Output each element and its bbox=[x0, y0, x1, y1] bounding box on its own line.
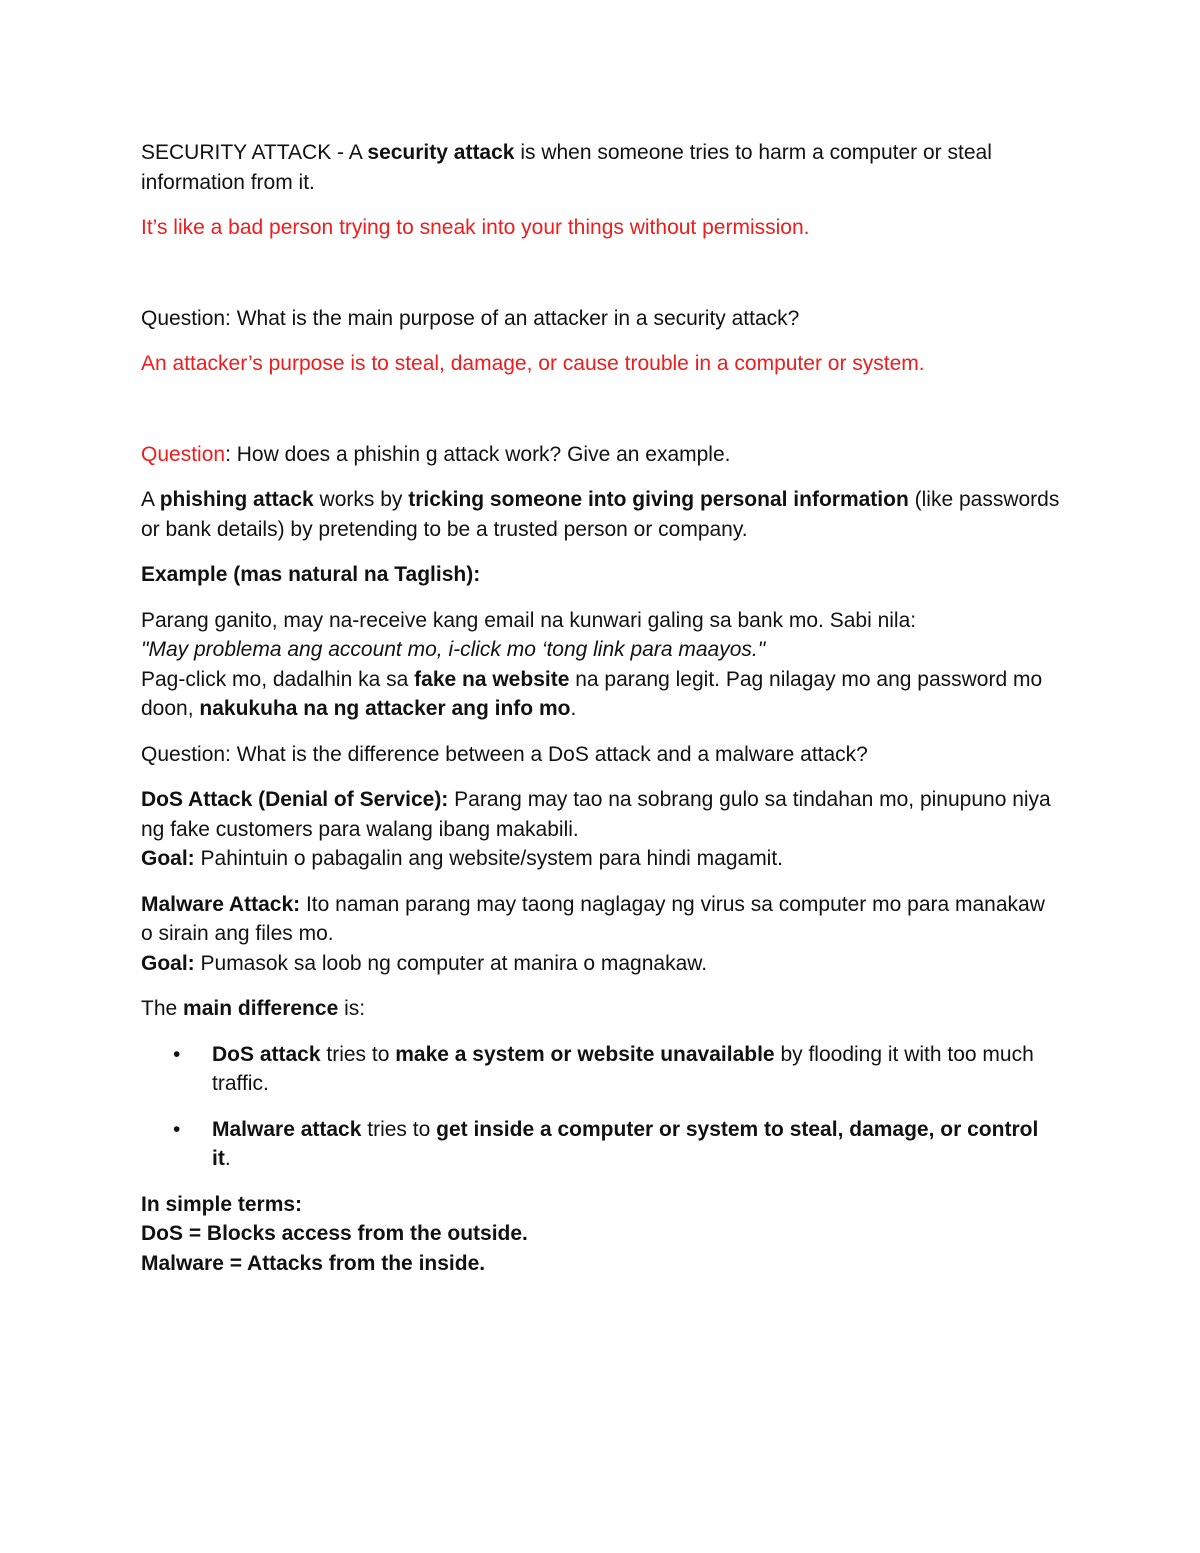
list-item: • Malware attack tries to get inside a computer or system to steal, damage, or control it. bbox=[141, 1115, 1061, 1174]
document-page bbox=[141, 138, 1061, 1278]
answer-phishing: A phishing attack works by tricking someone into giving personal information (like passwords or bank details) by pretending to be a trusted person or company. bbox=[141, 488, 1060, 541]
difference-list bbox=[141, 1040, 1061, 1174]
analogy-paragraph: It’s like a bad person trying to sneak into your things without permission. bbox=[141, 216, 810, 239]
bullet-icon: • bbox=[173, 1042, 181, 1066]
list-item: • DoS attack tries to make a system or website unavailable by flooding it with too much traffic. bbox=[141, 1040, 1061, 1099]
example-line-1: Parang ganito, may na-receive kang email na kunwari galing sa bank mo. Sabi nila: bbox=[141, 608, 917, 632]
malware-paragraph: Malware Attack: Ito naman parang may taong naglagay ng virus sa computer mo para manakaw o sirain ang files mo. Goal: Pumasok sa loob ng computer at manira o magnakaw. bbox=[141, 892, 1045, 975]
example-quote: "May problema ang account mo, i-click mo ‘tong link para maayos." bbox=[141, 638, 766, 661]
question-difference: Question: What is the difference between a DoS attack and a malware attack? bbox=[141, 742, 868, 766]
example-paragraph: Parang ganito, may na-receive kang email na kunwari galing sa bank mo. Sabi nila: "May problema ang account mo, i-click mo ‘tong link para maayos." Pag-click mo, dadalhin ka sa fake na website na parang legit. Pag nilagay mo ang password mo doon, nakukuha na ng attacker ang info mo. bbox=[141, 608, 1043, 720]
bullet-icon: • bbox=[173, 1117, 181, 1141]
main-difference-intro: The main difference is: bbox=[141, 997, 366, 1020]
definition-paragraph: SECURITY ATTACK - A security attack is when someone tries to harm a computer or steal information from it. bbox=[141, 141, 992, 194]
question-phishing: Question: How does a phishin g attack work? Give an example. bbox=[141, 442, 731, 466]
dos-paragraph: DoS Attack (Denial of Service): Parang may tao na sobrang gulo sa tindahan mo, pinupuno niya ng fake customers para walang ibang makabili. Goal: Pahintuin o pabagalin ang website/system para hindi magamit. bbox=[141, 788, 1051, 870]
example-heading: Example (mas natural na Taglish): bbox=[141, 563, 481, 586]
question-purpose: Question: What is the main purpose of an attacker in a security attack? bbox=[141, 306, 800, 330]
answer-purpose: An attacker’s purpose is to steal, damage, or cause trouble in a computer or system. bbox=[141, 352, 925, 375]
summary-paragraph: In simple terms: DoS = Blocks access from the outside. Malware = Attacks from the inside. bbox=[141, 1192, 528, 1275]
